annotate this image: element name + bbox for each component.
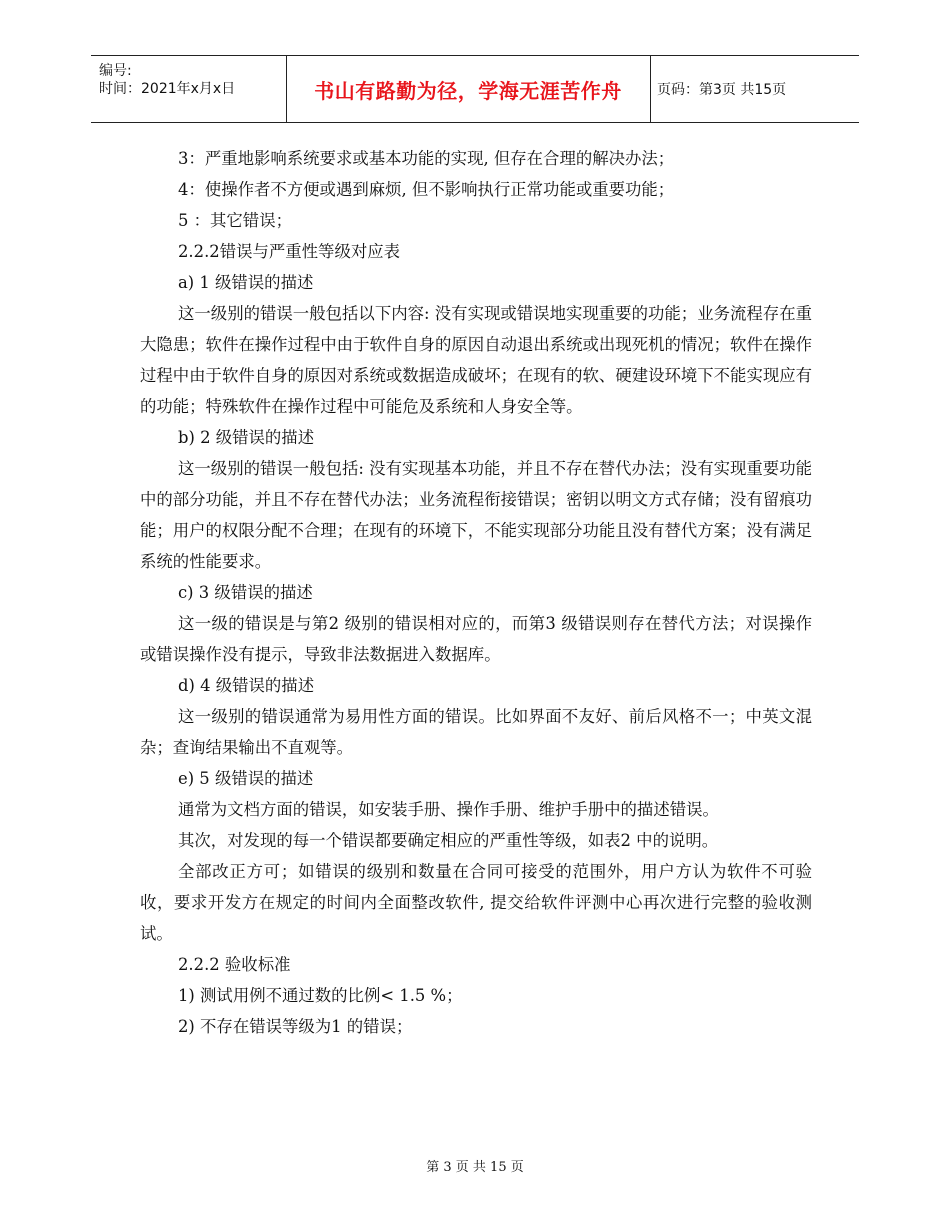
paragraph: 其次，对发现的每一个错误都要确定相应的严重性等级，如表2 中的说明。 — [178, 831, 719, 850]
paragraph: 3：严重地影响系统要求或基本功能的实现, 但存在合理的解决办法； — [178, 149, 675, 168]
paragraph: 这一级别的错误一般包括以下内容: 没有实现或错误地实现重要的功能；业务流程存在重大隐患；软件在操作过程中由于软件自身的原因自动退出系统或出现死机的情况；软件在操作过程中由于软件自身的原因对系统或数据造成破坏；在现有的软、硬建设环境下不能实现应有的功能；特殊软件在操作过程中可能危及系统和人身安全等。 — [140, 304, 813, 416]
section-heading: 2.2.2错误与严重性等级对应表 — [178, 242, 401, 261]
header-motto: 书山有路勤为径，学海无涯苦作舟 — [314, 78, 622, 103]
paragraph: 这一级别的错误通常为易用性方面的错误。比如界面不友好、前后风格不一；中英文混杂；查询结果输出不直观等。 — [140, 707, 812, 757]
subsection-heading: a) 1 级错误的描述 — [178, 273, 314, 292]
paragraph: 5 ：其它错误； — [178, 211, 292, 230]
page-footer: 第 3 页 共 15 页 — [426, 1160, 524, 1175]
paragraph: 这一级别的错误一般包括: 没有实现基本功能，并且不存在替代办法；没有实现重要功能中的部分功能，并且不存在替代办法；业务流程衔接错误；密钥以明文方式存储；没有留痕功能；用户的权限分配不合理；在现有的环境下，不能实现部分功能且没有替代方案；没有满足系统的性能要求。 — [140, 459, 813, 571]
list-item: 2) 不存在错误等级为1 的错误； — [178, 1017, 413, 1036]
document-number-label: 编号: — [99, 63, 132, 79]
paragraph: 这一级的错误是与第2 级别的错误相对应的，而第3 级错误则存在替代方法；对误操作或错误操作没有提示，导致非法数据进入数据库。 — [140, 614, 812, 664]
paragraph: 全部改正方可；如错误的级别和数量在合同可接受的范围外，用户方认为软件不可验收，要求开发方在规定的时间内全面整改软件, 提交给软件评测中心再次进行完整的验收测试。 — [140, 862, 812, 943]
subsection-heading: c) 3 级错误的描述 — [178, 583, 313, 602]
document-body — [140, 143, 812, 1042]
paragraph: 通常为文档方面的错误，如安装手册、操作手册、维护手册中的描述错误。 — [178, 800, 719, 819]
paragraph: 4：使操作者不方便或遇到麻烦, 但不影响执行正常功能或重要功能； — [178, 180, 675, 199]
header-page-info: 页码：第3页 共15页 — [657, 82, 787, 98]
header-meta — [99, 62, 235, 98]
subsection-heading: d) 4 级错误的描述 — [178, 676, 315, 695]
header-divider-right — [650, 56, 651, 122]
subsection-heading: b) 2 级错误的描述 — [178, 428, 315, 447]
list-item: 1) 测试用例不通过数的比例< 1.5 %； — [178, 986, 463, 1005]
page-header — [91, 55, 859, 123]
section-heading: 2.2.2 验收标准 — [178, 955, 291, 974]
document-time: 时间：2021年x月x日 — [99, 81, 236, 97]
subsection-heading: e) 5 级错误的描述 — [178, 769, 314, 788]
